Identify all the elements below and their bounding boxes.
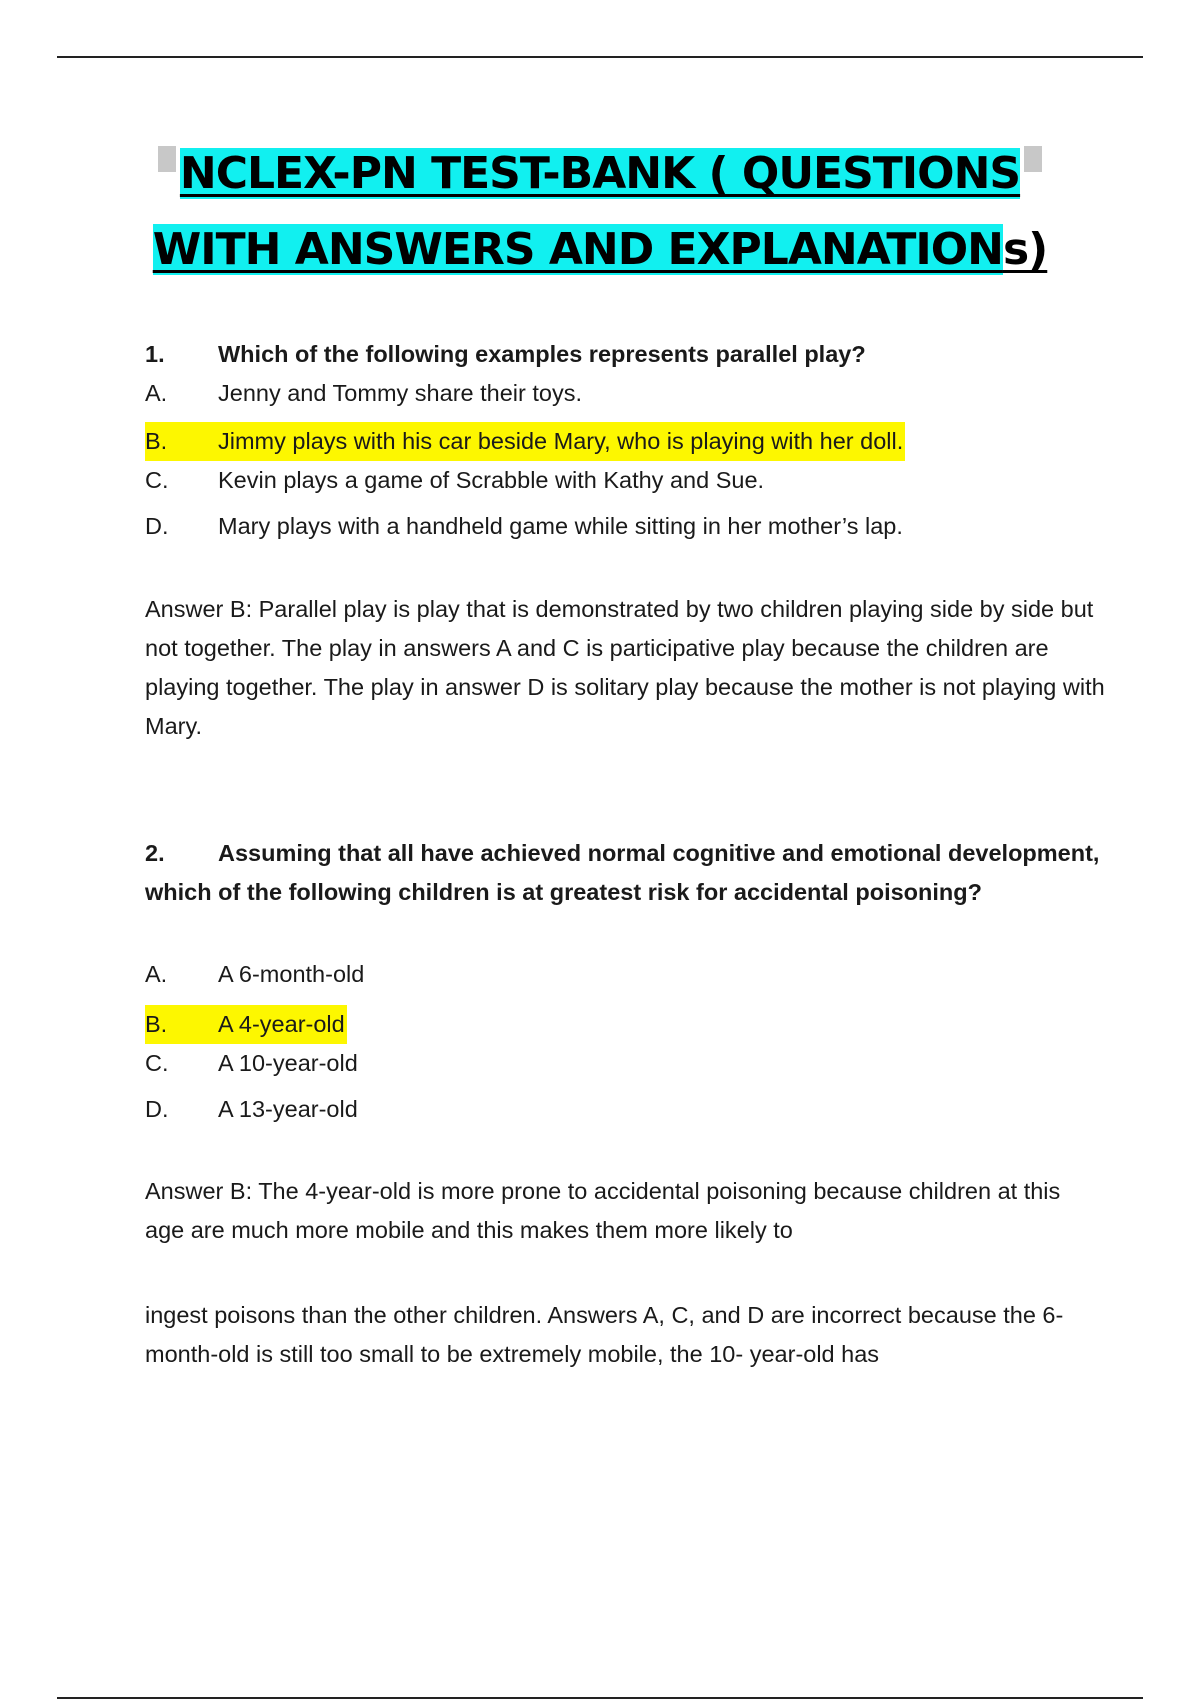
option-label: A. [145,961,168,987]
top-rule [57,56,1143,58]
option-text: A 13-year-old [218,1096,358,1122]
title-line-1: NCLEX-PN TEST-BANK ( QUESTIONS [179,148,1021,199]
option-label: C. [145,1050,169,1076]
question-2-option-a [145,955,1105,994]
question-2-option-c [145,1044,1105,1083]
question-number: 2. [145,840,165,866]
question-2-option-d [145,1090,1105,1129]
question-1-option-a [145,374,1105,413]
option-label: C. [145,467,169,493]
option-text: A 6-month-old [218,961,365,987]
option-label: D. [145,513,169,539]
question-1-explanation: Answer B: Parallel play is play that is demonstrated by two children playing side by side but not together. The play in answers A and C is participative play because the children are playing together. The play in answer D is solitary play because the mother is not playing with Mary. [145,596,1105,739]
title-right-tab [1024,146,1042,172]
option-text: Jimmy plays with his car beside Mary, who is playing with her doll. [218,428,904,454]
question-1-option-b-highlighted [145,422,905,461]
question-number: 1. [145,341,165,367]
document-title [0,140,1200,284]
option-text: A 4-year-old [218,1011,345,1037]
question-2-heading [145,834,1105,912]
option-label: B. [145,428,168,454]
question-1-heading [145,335,1105,374]
question-2-explanation-part-2: ingest poisons than the other children. Answers A, C, and D are incorrect because the 6-month-old is still too small to be extremely mobile, the 10- year-old has [145,1302,1064,1367]
option-text: Mary plays with a handheld game while sitting in her mother’s lap. [218,513,903,539]
option-text: A 10-year-old [218,1050,358,1076]
option-text: Jenny and Tommy share their toys. [218,380,582,406]
question-text: Which of the following examples represents parallel play? [218,341,866,367]
question-2-explanation-part-1: Answer B: The 4-year-old is more prone to accidental poisoning because children at this age are much more mobile and this makes them more likely to [145,1178,1061,1243]
question-2-option-b-highlighted [145,1005,347,1044]
title-line-2-rest: s) [1002,224,1048,275]
option-label: D. [145,1096,169,1122]
option-text: Kevin plays a game of Scrabble with Kathy and Sue. [218,467,765,493]
document-body [145,335,1105,1374]
question-text: Assuming that all have achieved normal cognitive and emotional development, which of the following children is at greatest risk for accidental poisoning? [145,840,1100,905]
option-label: A. [145,380,168,406]
title-line-2-highlighted: WITH ANSWERS AND EXPLANATION [152,224,1003,275]
question-1-option-d [145,507,1105,546]
bottom-rule [57,1697,1143,1699]
question-1-option-c [145,461,1105,500]
title-left-tab [158,146,176,172]
option-label: B. [145,1011,168,1037]
